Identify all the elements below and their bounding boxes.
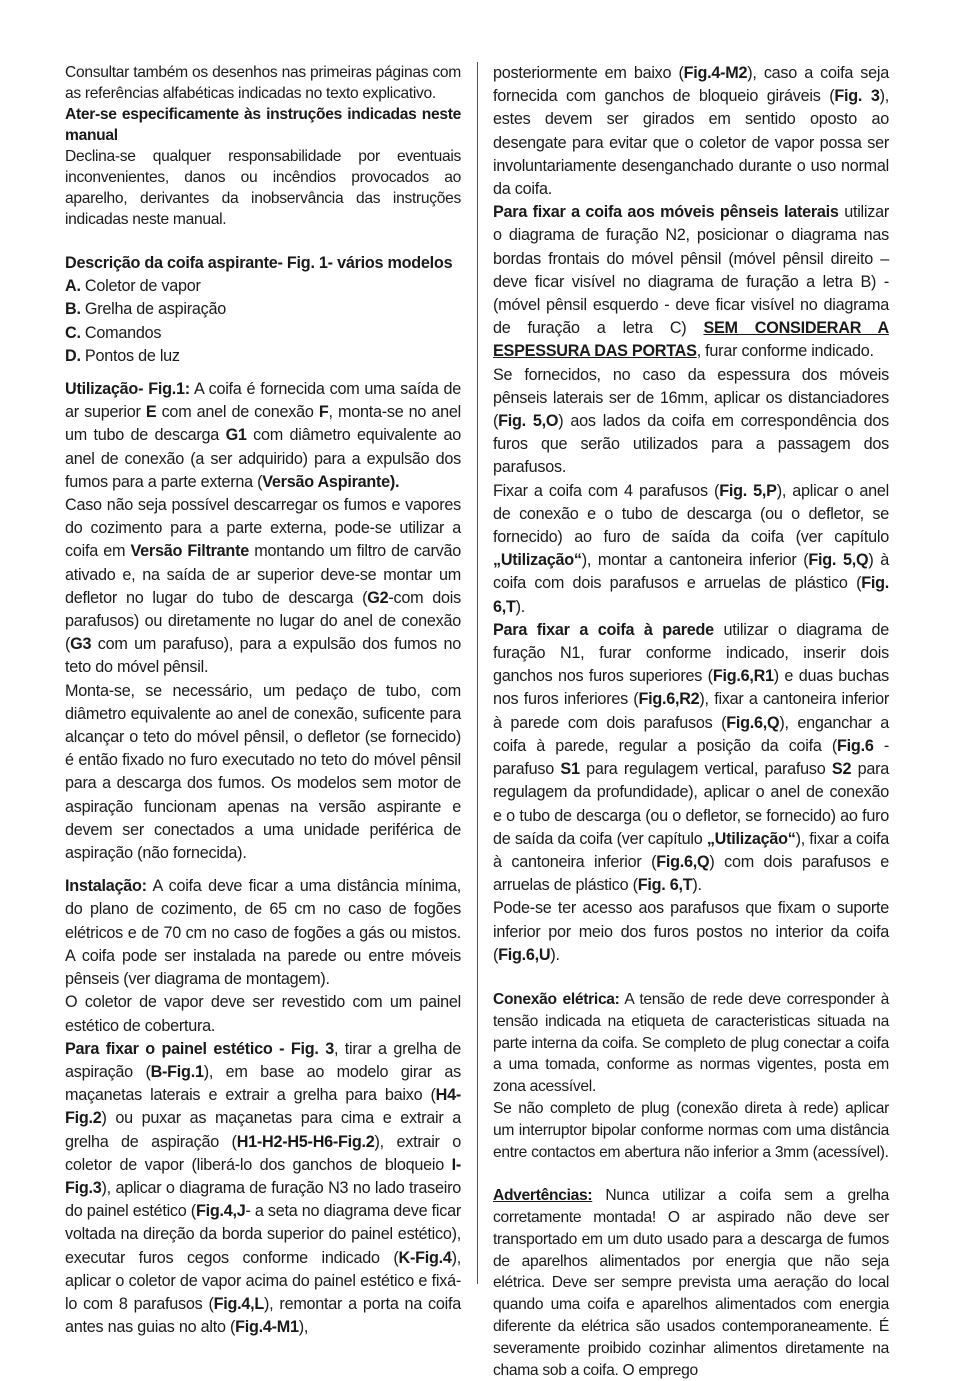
bold-ref: Fig.4-M1: [235, 1318, 299, 1337]
bold-ref: Fig.6: [837, 736, 874, 755]
text-run: ), aplicar o diagrama de furação N3 no lado traseiro do painel estético (: [65, 1178, 461, 1221]
text-run: ), em base ao modelo girar as maçanetas laterais e extrair a grelha para baixo (: [65, 1062, 462, 1105]
bold-ref: „Utilização“: [706, 829, 796, 848]
list-text: Grelha de aspiração: [80, 300, 226, 319]
access-screws-paragraph: [493, 897, 889, 967]
list-item: [65, 275, 461, 298]
text-run: ) ou puxar as maçanetas para cima e extrair a grelha de aspiração (: [65, 1109, 461, 1151]
text-run: com anel de conexão: [156, 403, 319, 422]
text-run: ), aplicar o anel de conexão e o tubo de descarga (ou o defletor, se fornecido) ao furo de saída da coifa (ver capítulo: [493, 481, 889, 547]
text-run: , monta-se no anel um tubo de descarga: [65, 403, 461, 445]
spacers-paragraph: [493, 364, 889, 480]
description-section: [65, 252, 461, 368]
text-run: com diâmetro equivalente ao anel de conexão (a ser adquirido) para a expulsão dos fumos para a parte externa (: [65, 426, 461, 491]
bold-ref: B-Fig.1: [150, 1062, 204, 1081]
text-run: ), caso a coifa seja fornecida com ganchos de bloqueio giráveis (: [493, 64, 889, 106]
bold-ref: Fig. 5,P: [719, 481, 777, 500]
underlined-warning: SEM CONSIDERAR A ESPESSURA DAS PORTAS: [493, 319, 889, 361]
text-run: , tirar a grelha de aspiração (: [65, 1039, 461, 1081]
bold-ref: Versão Filtrante: [130, 542, 249, 561]
bold-ref: G3: [70, 635, 92, 654]
text-run: posteriormente em baixo (: [493, 64, 684, 82]
side-cabinets-paragraph: [493, 201, 889, 363]
spacer: [65, 865, 461, 875]
bold-ref: Fig.4,J: [195, 1202, 246, 1221]
intro-paragraph: [65, 62, 461, 230]
spacer: [65, 230, 461, 252]
bold-ref: Fig.6,R1: [712, 667, 774, 686]
panel-fix-paragraph: [65, 1038, 461, 1340]
disclaimer-text: Declina-se qualquer responsabilidade por eventuais inconvenientes, danos ou incêndios provocados ao aparelho, derivantes da inobservância das instruções indicadas neste manual.: [65, 148, 461, 228]
text-run: ),: [298, 1318, 309, 1337]
filter-version-paragraph: [65, 494, 461, 680]
text-run: - parafuso: [493, 736, 889, 779]
wall-fix-paragraph: [493, 619, 889, 897]
bold-ref: E: [145, 403, 157, 422]
tube-paragraph: [65, 680, 461, 866]
text-run: ), enganchar a coifa à parede, regular a posição da coifa (: [493, 713, 890, 755]
list-text: Comandos: [80, 323, 162, 342]
text-run: Se fornecidos, no caso da espessura dos móveis pênseis laterais ser de 16mm, aplicar os distanciadores (: [493, 365, 889, 431]
text-run: ).: [550, 945, 560, 964]
bold-ref: F: [318, 403, 329, 422]
list-key: C.: [65, 323, 81, 342]
text-run: com um parafuso), para a expulsão dos fumos no teto do móvel pênsil.: [65, 635, 461, 677]
bold-ref: I-Fig.3: [65, 1155, 461, 1197]
column-divider: [477, 62, 478, 1284]
bold-ref: Para fixar o painel estético - Fig. 3: [65, 1039, 334, 1058]
text-run: utilizar o diagrama de furação N2, posicionar o diagrama nas bordas frontais do móvel pênsil (móvel pênsil direito – deve ficar visível no diagrama de furação a letra B) - (móvel pênsil esquerdo - deve ficar visível no diagrama de furação a letra C): [493, 203, 889, 338]
bold-ref: Fig. 5,O: [498, 412, 559, 431]
bold-ref: Fig.6,U: [498, 945, 551, 964]
list-key: D.: [65, 346, 81, 365]
spacer: [65, 368, 461, 378]
text-run: utilizar o diagrama de furação N1, furar conforme indicado, inserir dois ganchos nos furos superiores (: [493, 620, 889, 686]
bold-ref: Para fixar a coifa aos móveis pênseis laterais: [493, 203, 839, 222]
spacer: [493, 967, 889, 989]
text-run: - a seta no diagrama deve ficar voltada na direção da borda superior do painel estético), executar furos cegos conforme indicado (: [65, 1202, 461, 1267]
text-run: para regulagem da profundidade), aplicar o anel de conexão e o tubo de descarga (ou o defletor, se fornecido) ao furo de saída da coifa (ver capítulo: [493, 760, 890, 848]
list-text: Coletor de vapor: [80, 277, 201, 296]
bold-ref: Fig.4-M2: [683, 64, 748, 82]
text-run: ) aos lados da coifa em correspondência dos furos que serão utilizados para a passagem dos parafusos.: [493, 412, 889, 477]
installation-paragraph: [65, 875, 461, 991]
intro-bold-text: Ater-se especificamente às instruções indicadas neste manual: [65, 106, 461, 144]
list-key: A.: [65, 277, 81, 296]
text-run: ), montar a cantoneira inferior (: [581, 551, 809, 570]
bold-ref: H4-Fig.2: [65, 1086, 461, 1128]
bold-ref: Fig.6,R2: [638, 690, 700, 709]
text-run: ), fixar a cantoneira inferior à parede com dois parafusos (: [493, 690, 889, 732]
bold-ref: Versão Aspirante).: [262, 472, 400, 491]
list-item: [65, 298, 461, 321]
text-run: ), fixar a coifa à cantoneira inferior (: [493, 829, 889, 871]
text-run: Fixar a coifa com 4 parafusos (: [493, 481, 720, 500]
text-run: ).: [692, 876, 702, 895]
text-run: ), extrair o coletor de vapor (liberá-lo dos ganchos de bloqueio: [65, 1132, 461, 1174]
text-run: A coifa é fornecida com uma saída de ar superior: [65, 380, 461, 422]
bold-ref: Fig.4,L: [213, 1294, 265, 1313]
text-run: A tensão de rede deve corresponder à tensão indicada na etiqueta de caracteristicas situada na parte interna da coifa. Se completo de plug conectar a coifa a uma tomada, conforme as normas vigentes, posta em zona acessível.: [493, 990, 889, 1096]
text-run: Nunca utilizar a coifa sem a grelha corretamente montada! O ar aspirado não deve ser transportado em um duto usado para a descarga de fumos de aparelhos alimentados por energia que não seja elétrica. Deve ser sempre prevista uma aeração do local quando uma coifa e aparelhos alimentados com energia diferente da elétrica são usados contemporaneamente. É severamente proibido cozinhar alimentos diretamente na chama sob a coifa. O emprego: [493, 1187, 889, 1379]
text-run: ), remontar a porta na coifa antes nas guias no alto (: [65, 1294, 461, 1337]
left-column: [65, 62, 461, 1339]
text-run: ) e duas buchas nos furos inferiores (: [493, 667, 890, 709]
intro-text: Consultar também os desenhos nas primeiras páginas com as referências alfabéticas indicadas no texto explicativo.: [65, 64, 461, 102]
utilization-paragraph: [65, 378, 461, 494]
bold-ref: „Utilização“: [493, 551, 582, 570]
text-run: ) à coifa com dois parafusos e arruelas de plástico (: [493, 551, 889, 593]
panel-paragraph: [65, 991, 461, 1037]
bold-ref: G1: [225, 426, 247, 445]
right-column: [493, 62, 889, 1381]
text-run: ).: [515, 597, 526, 616]
electrical-heading: Conexão elétrica:: [493, 990, 620, 1008]
bold-ref: Fig. 6,T: [637, 876, 693, 895]
text-run: Caso não seja possível descarregar os fumos e vapores do cozimento para a parte externa, pode-se utilizar a coifa em: [65, 496, 461, 561]
bold-ref: S1: [560, 760, 580, 779]
electrical-paragraph: [493, 989, 889, 1098]
text-run: Se não completo de plug (conexão direta à rede) aplicar um interruptor bipolar conforme normas com uma distância entre contactos em abertura não inferior a 3mm (acessível).: [493, 1099, 889, 1161]
text-run: ), estes devem ser girados em sentido oposto ao desengate para evitar que o coletor de vapor possa ser involuntariamente desenganchado durante o uso normal da coifa.: [493, 87, 889, 199]
text-run: Pode-se ter acesso aos parafusos que fixam o suporte inferior por meio dos furos postos no interior da coifa (: [493, 899, 889, 964]
text-run: , furar conforme indicado.: [696, 342, 874, 361]
bold-ref: K-Fig.4: [398, 1248, 452, 1267]
list-text: Pontos de luz: [80, 346, 180, 365]
electrical-switch-paragraph: [493, 1098, 889, 1163]
bold-ref: Fig. 3: [834, 87, 880, 106]
bold-ref: Fig.6,Q: [726, 713, 780, 732]
screws-paragraph: [493, 480, 889, 619]
text-run: para regulagem vertical, parafuso: [579, 760, 832, 779]
continuation-paragraph: [493, 62, 889, 201]
text-run: ) com dois parafusos e arruelas de plástico (: [493, 852, 889, 895]
text-run: -com dois parafusos) ou diretamente no lugar do anel de conexão (: [65, 588, 461, 654]
bold-ref: H1-H2-H5-H6-Fig.2: [236, 1132, 375, 1151]
list-item: [65, 345, 461, 368]
list-item: [65, 322, 461, 345]
text-run: Monta-se, se necessário, um pedaço de tubo, com diâmetro equivalente ao anel de conexão, suficente para alcançar o teto do móvel pênsil, o defletor (se fornecido) é então fixado no furo executado no teto do móvel pênsil para a descarga dos fumos. Os modelos sem motor de aspiração funcionam apenas na versão aspirante e devem ser conectados a uma unidade periférica de aspiração (não fornecida).: [65, 681, 461, 863]
text-run: A coifa deve ficar a uma distância mínima, do plano de cozimento, de 65 cm no caso de fogões elétricos e de 70 cm no caso de fogões a gás ou mistos. A coifa pode ser instalada na parede ou entre móveis pênseis (ver diagrama de montagem).: [65, 877, 461, 989]
bold-ref: G2: [367, 588, 389, 607]
bold-ref: Fig. 6,T: [493, 574, 889, 616]
bold-ref: S2: [831, 760, 852, 779]
utilization-heading: Utilização- Fig.1:: [65, 380, 190, 399]
description-heading: Descrição da coifa aspirante- Fig. 1- vários modelos: [65, 254, 453, 272]
spacer: [493, 1163, 889, 1185]
text-run: ), aplicar o coletor de vapor acima do painel estético e fixá-lo com 8 parafusos (: [65, 1248, 461, 1313]
bold-ref: Fig.6,Q: [656, 852, 710, 871]
warnings-heading: Advertências:: [493, 1187, 593, 1205]
text-run: O coletor de vapor deve ser revestido com um painel estético de cobertura.: [65, 993, 461, 1035]
bold-ref: Para fixar a coifa à parede: [493, 620, 714, 639]
list-key: B.: [65, 300, 81, 319]
text-run: montando um filtro de carvão ativado e, na saída de ar superior deve-se montar um defletor no lugar do tubo de descarga (: [65, 542, 461, 607]
installation-heading: Instalação:: [65, 877, 147, 896]
bold-ref: Fig. 5,Q: [808, 551, 869, 570]
